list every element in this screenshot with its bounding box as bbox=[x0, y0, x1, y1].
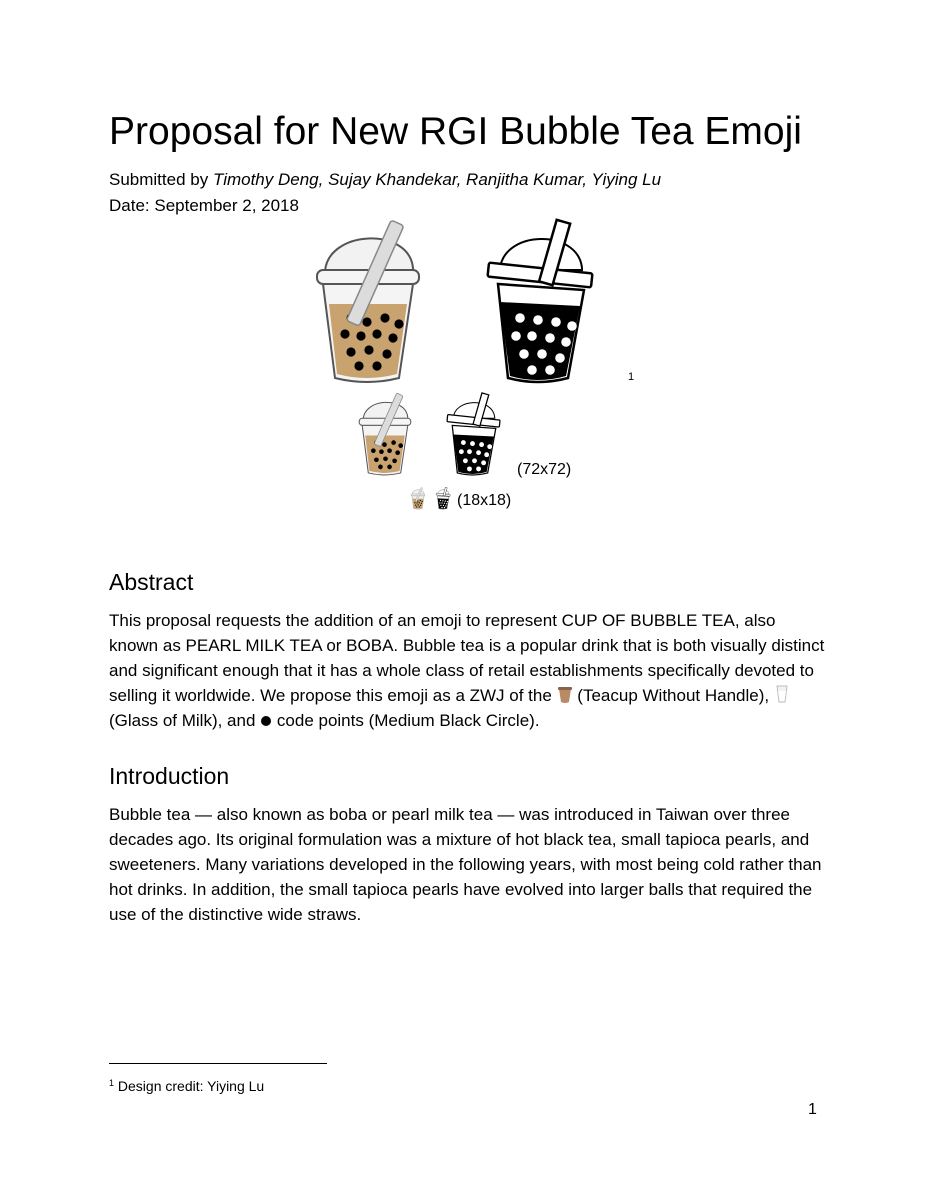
document-date: Date: September 2, 2018 bbox=[109, 196, 299, 215]
document-title: Proposal for New RGI Bubble Tea Emoji bbox=[109, 110, 802, 153]
bubble-tea-bw-small-icon bbox=[434, 487, 452, 510]
author-list: Timothy Deng, Sujay Khandekar, Ranjitha Kumar, Yiying Lu bbox=[212, 170, 662, 189]
abstract-text-1: This proposal requests the addition of an emoji to represent CUP OF BUBBLE TEA, also known as PEARL MILK TEA or BOBA. Bubble tea is a popular drink that is both visually distinct and significant enough that it has a whole class of retail establishments specifically devoted to selling it worldwide. We propose this emoji as a ZWJ of the bbox=[109, 611, 825, 705]
bubble-tea-color-small-icon bbox=[409, 487, 427, 510]
submitted-by-label: Submitted by bbox=[109, 170, 213, 189]
size-label-72: (72x72) bbox=[517, 461, 572, 478]
size-label-18: (18x18) bbox=[457, 492, 512, 509]
bubble-tea-bw-medium-icon bbox=[440, 392, 506, 478]
figure-footnote-marker: 1 bbox=[628, 371, 635, 383]
abstract-text-4: code points (Medium Black Circle). bbox=[276, 711, 540, 730]
bubble-tea-color-large-icon bbox=[302, 218, 434, 388]
abstract-heading: Abstract bbox=[109, 569, 194, 595]
introduction-paragraph: Bubble tea — also known as boba or pearl milk tea — was introduced in Taiwan over three decades ago. Its original formulation was a mixture of hot black tea, small tapioca pearls, and sweeteners. Many variations developed in the following years, with most being cold rather than hot drinks. In addition, the small tapioca pearls have evolved into larger balls that required the use of the distinctive wide straws. bbox=[109, 805, 822, 924]
glass-of-milk-icon bbox=[774, 684, 790, 704]
footnote-divider bbox=[109, 1063, 327, 1064]
bubble-tea-bw-large-icon bbox=[474, 218, 604, 388]
footnote-marker: 1 bbox=[109, 1078, 115, 1088]
footnote-text: Design credit: Yiying Lu bbox=[117, 1078, 265, 1094]
medium-black-circle-icon bbox=[260, 715, 272, 729]
introduction-heading: Introduction bbox=[109, 763, 230, 789]
bubble-tea-color-medium-icon bbox=[352, 392, 418, 478]
abstract-text-3: (Glass of Milk), and bbox=[109, 711, 256, 730]
submitted-by-line bbox=[109, 170, 661, 190]
page-number: 1 bbox=[808, 1101, 817, 1118]
abstract-paragraph bbox=[109, 608, 829, 733]
teacup-without-handle-icon bbox=[557, 684, 573, 704]
abstract-text-2: (Teacup Without Handle), bbox=[577, 686, 770, 705]
footnote bbox=[109, 1074, 264, 1095]
